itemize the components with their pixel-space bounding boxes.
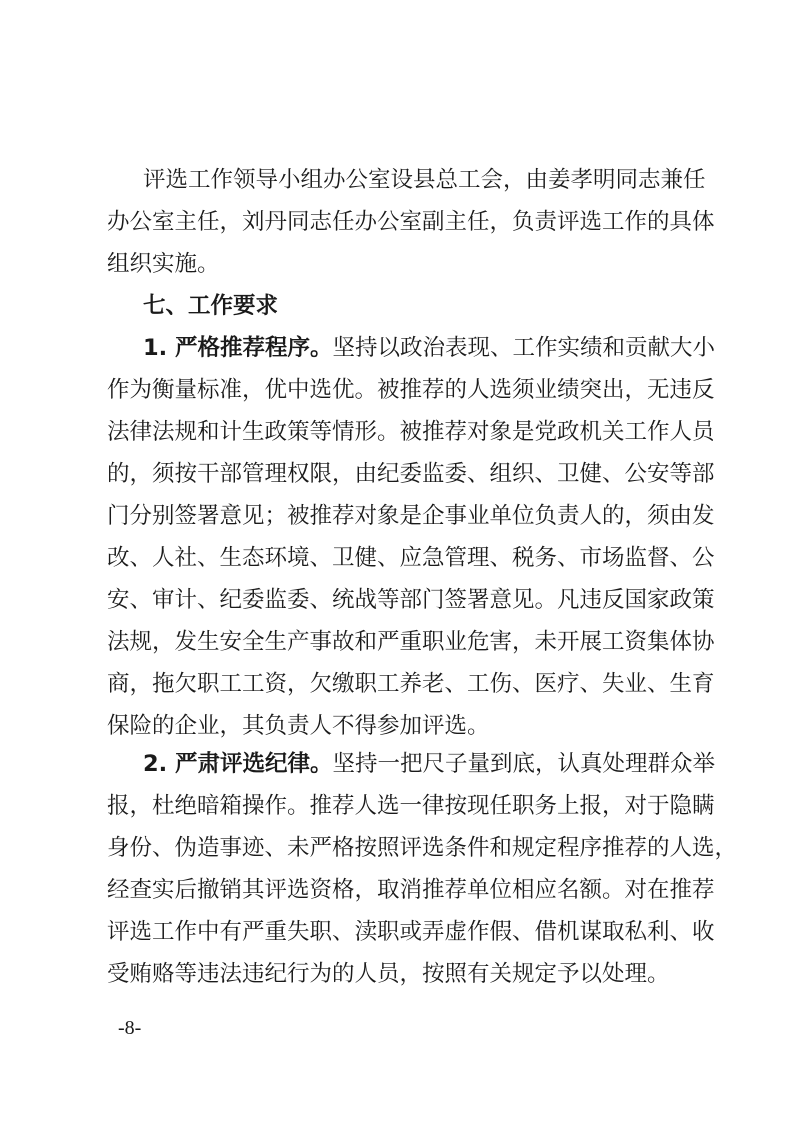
document-body bbox=[107, 159, 738, 995]
text-span: 坚持一把尺子量到底，认真处理群众举 bbox=[332, 751, 716, 777]
paragraph-office bbox=[107, 159, 715, 285]
text-line: 受贿赂等违法违纪行为的人员，按照有关规定予以处理。 bbox=[107, 961, 670, 987]
item-lead: 1. 严格推荐程序。 bbox=[143, 335, 333, 361]
text-line: 评选工作中有严重失职、渎职或弄虚作假、借机谋取私利、收 bbox=[107, 919, 715, 945]
item-lead: 2. 严肃评选纪律。 bbox=[143, 751, 333, 777]
text-line: 作为衡量标准，优中选优。被推荐的人选须业绩突出，无违反 bbox=[107, 377, 715, 403]
text-line: 评选工作领导小组办公室设县总工会，由姜孝明同志兼任 bbox=[143, 167, 706, 193]
paragraph-item-2 bbox=[107, 743, 738, 995]
text-line: 门分别签署意见；被推荐对象是企事业单位负责人的，须由发 bbox=[107, 503, 715, 529]
section-heading: 七、工作要求 bbox=[143, 293, 279, 319]
text-line: 报，杜绝暗箱操作。推荐人选一律按现任职务上报，对于隐瞒 bbox=[107, 793, 715, 819]
text-line: 法规，发生安全生产事故和严重职业危害，未开展工资集体协 bbox=[107, 629, 715, 655]
text-line: 商，拖欠职工工资，欠缴职工养老、工伤、医疗、失业、生育 bbox=[107, 671, 715, 697]
text-line: 安、审计、纪委监委、统战等部门签署意见。凡违反国家政策 bbox=[107, 587, 715, 613]
text-line bbox=[107, 743, 716, 785]
text-line: 改、人社、生态环境、卫健、应急管理、税务、市场监督、公 bbox=[107, 545, 715, 571]
text-line: 身份、伪造事迹、未严格按照评选条件和规定程序推荐的人选， bbox=[107, 835, 738, 861]
text-line: 经查实后撤销其评选资格，取消推荐单位相应名额。对在推荐 bbox=[107, 877, 715, 903]
paragraph-item-1 bbox=[107, 327, 716, 747]
text-line: 的，须按干部管理权限，由纪委监委、组织、卫健、公安等部 bbox=[107, 461, 715, 487]
text-line: 组织实施。 bbox=[107, 251, 220, 277]
text-line: 保险的企业，其负责人不得参加评选。 bbox=[107, 713, 490, 739]
page-number: -8- bbox=[118, 1017, 142, 1039]
text-line bbox=[107, 327, 716, 369]
text-line: 法律法规和计生政策等情形。被推荐对象是党政机关工作人员 bbox=[107, 419, 715, 445]
text-line: 办公室主任，刘丹同志任办公室副主任，负责评选工作的具体 bbox=[107, 209, 715, 235]
text-span: 坚持以政治表现、工作实绩和贡献大小 bbox=[332, 335, 716, 361]
